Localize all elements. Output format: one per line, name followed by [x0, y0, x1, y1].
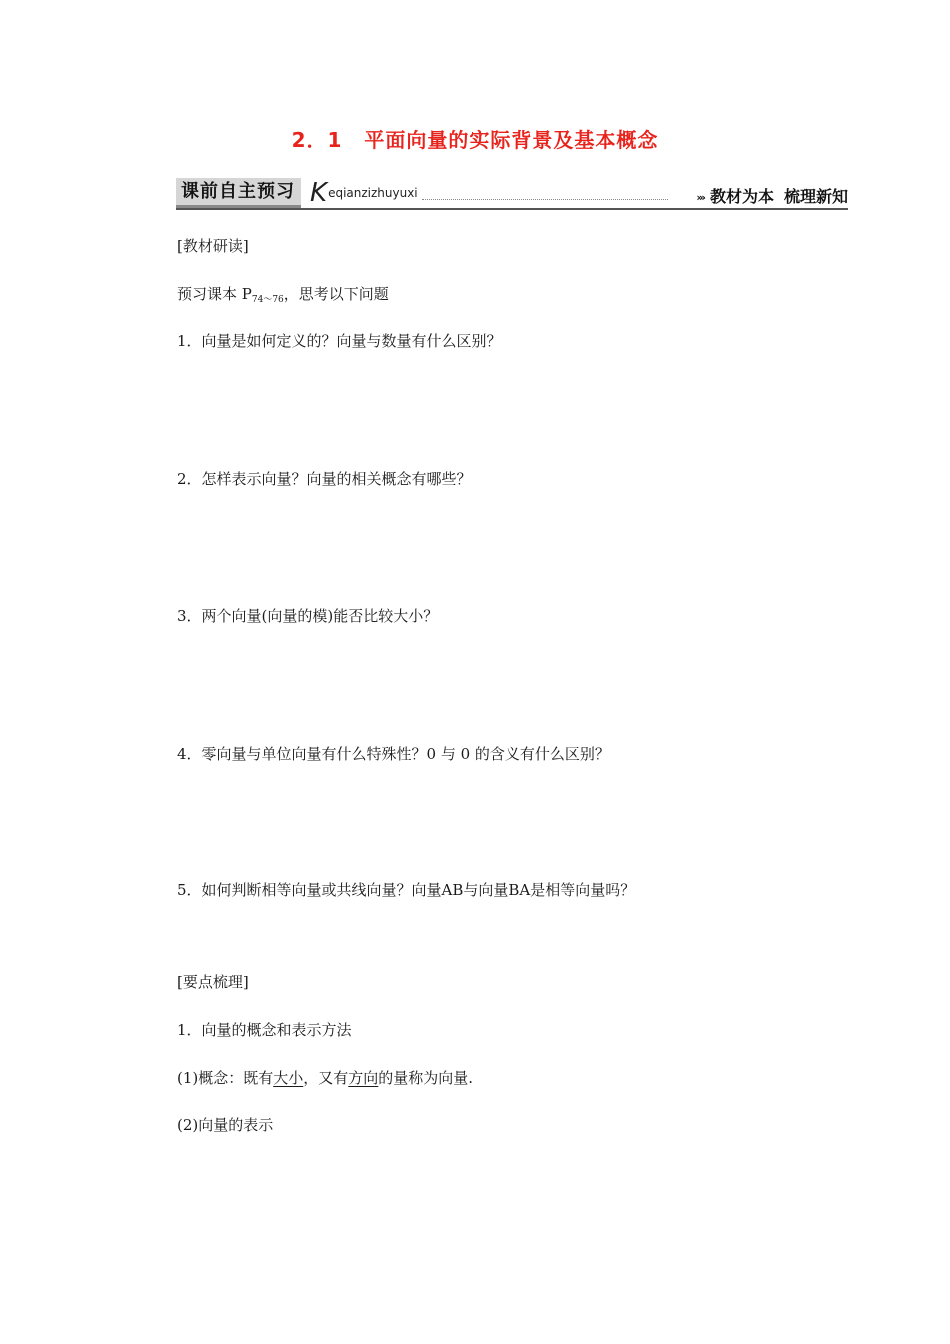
question-5: 5．如何判断相等向量或共线向量？向量AB与向量BA是相等向量吗？: [177, 881, 636, 899]
preview-intro-suffix: ，思考以下问题: [283, 285, 389, 303]
banner-label: 课前自主预习: [176, 178, 301, 208]
concept-mid: ，又有: [303, 1069, 349, 1087]
chevron-right-icon: ›››: [696, 191, 704, 204]
question-2: 2．怎样表示向量？向量的相关概念有哪些？: [177, 470, 472, 488]
banner-dotted-line: [422, 199, 668, 200]
preview-intro-prefix: 预习课本 P: [177, 285, 252, 303]
preview-intro: [177, 284, 389, 310]
question-4: 4．零向量与单位向量有什么特殊性？0 与 0 的含义有什么区别？: [177, 745, 610, 763]
banner-underline: [176, 208, 848, 210]
pinyin-initial: K: [310, 178, 328, 208]
concept-prefix: (1)概念：既有: [177, 1069, 274, 1087]
banner-right-part2: 梳理新知: [783, 187, 848, 206]
section-number: 2．1: [291, 128, 343, 152]
banner-pinyin: [310, 176, 418, 210]
vector-concept: [177, 1068, 473, 1088]
page-range: 74～76: [251, 295, 284, 305]
banner-right-label: [696, 186, 848, 209]
concept-blank-direction: 方向: [348, 1069, 379, 1087]
pinyin-rest: eqianzizhuyuxi: [328, 186, 418, 200]
section-title-text: 平面向量的实际背景及基本概念: [364, 128, 659, 152]
concept-suffix: 的量称为向量.: [378, 1069, 474, 1087]
banner-right-part1: 教材为本: [709, 187, 774, 206]
question-3: 3．两个向量(向量的模)能否比较大小？: [177, 607, 439, 625]
section-header-key-points: [要点梳理]: [177, 973, 249, 991]
vector-representation: (2)向量的表示: [177, 1116, 274, 1134]
page-title: [0, 124, 950, 153]
section-header-reading: [教材研读]: [177, 237, 249, 255]
question-1: 1．向量是如何定义的？向量与数量有什么区别？: [177, 332, 502, 350]
section-banner: [176, 176, 848, 210]
key-point-1: 1．向量的概念和表示方法: [177, 1021, 352, 1039]
concept-blank-magnitude: 大小: [273, 1069, 304, 1087]
